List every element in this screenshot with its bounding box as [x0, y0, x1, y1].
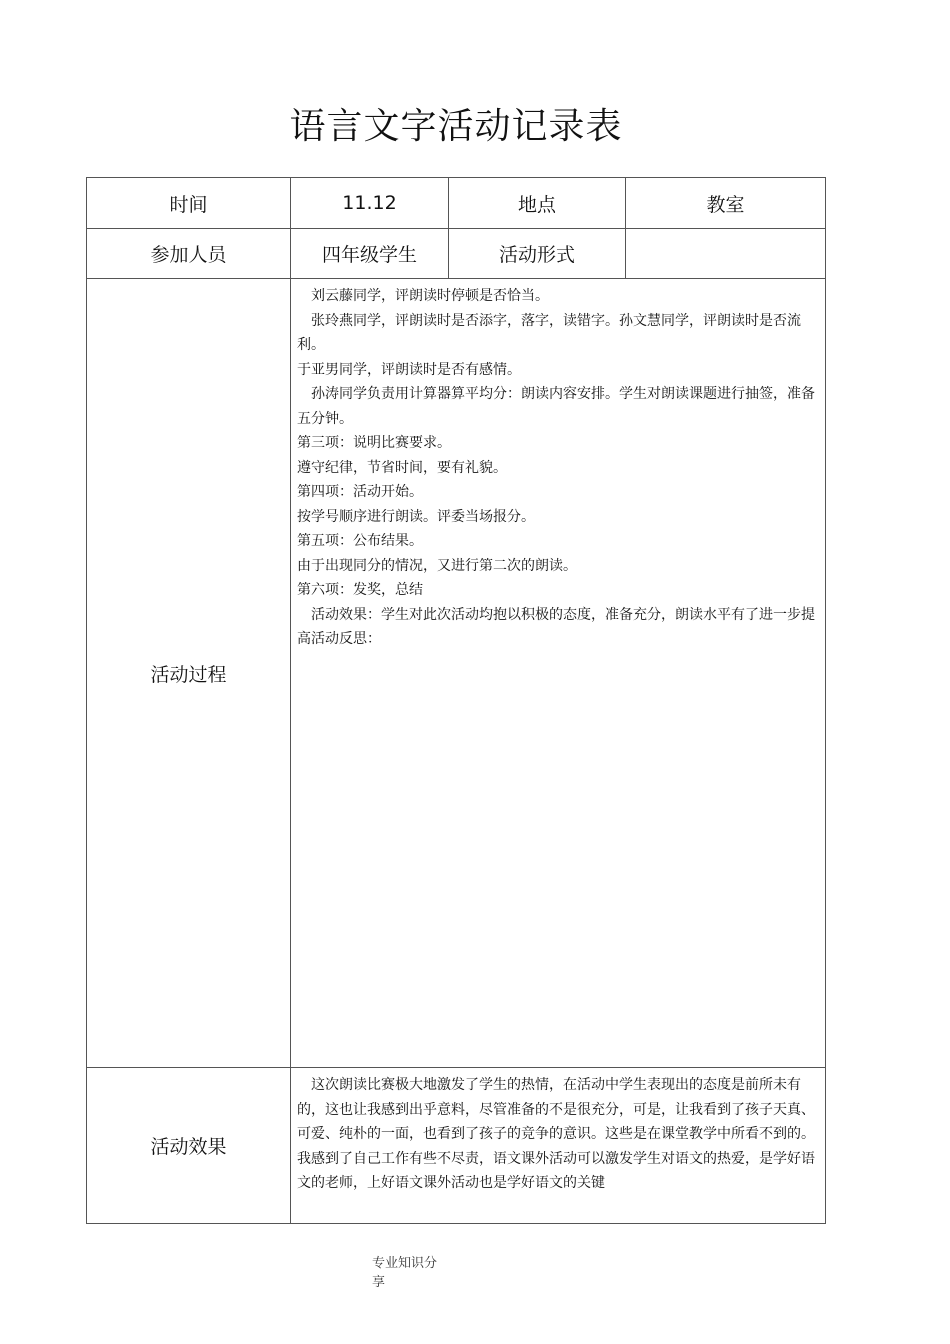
- activity-record-table: [86, 177, 826, 1224]
- process-line: 遵守纪律，节省时间，要有礼貌。: [297, 459, 507, 476]
- process-line: 于亚男同学，评朗读时是否有感情。: [297, 361, 521, 378]
- activity-form-label: 活动形式: [449, 229, 626, 279]
- process-line: 第六项：发奖，总结: [297, 582, 423, 598]
- table-row: [87, 178, 826, 229]
- process-label: 活动过程: [87, 279, 291, 1068]
- footer-text: 专业知识分享: [372, 1256, 438, 1290]
- process-line: 第四项：活动开始。: [297, 484, 423, 500]
- effect-text: 这次朗读比赛极大地激发了学生的热情，在活动中学生表现出的态度是前所未有的，这也让我感到出乎意料，尽管准备的不是很充分，可是，让我看到了孩子天真、可爱、纯朴的一面，也看到了孩子的竞争的意识。这些是在课堂教学中所看不到的。我感到了自己工作有些不尽责，语文课外活动可以激发学生对语文的热爱，是学好语文的老师，上好语文课外活动也是学好语文的关键: [297, 1077, 815, 1191]
- process-content: [291, 279, 826, 1068]
- process-line: 活动效果：学生对此次活动均抱以积极的态度，准备充分，朗读水平有了进一步提高活动反思：: [297, 606, 815, 647]
- effect-label: 活动效果: [87, 1068, 291, 1224]
- participants-value: 四年级学生: [291, 229, 449, 279]
- process-line: 孙涛同学负责用计算器算平均分：朗读内容安排。学生对朗读课题进行抽签，准备五分钟。: [297, 386, 815, 427]
- table-row: [87, 279, 826, 1068]
- time-label: 时间: [87, 178, 291, 229]
- table-row: [87, 1068, 826, 1224]
- table-row: [87, 229, 826, 279]
- participants-label: 参加人员: [87, 229, 291, 279]
- effect-content: [291, 1068, 826, 1224]
- page-title: 语言文字活动记录表: [289, 106, 623, 147]
- process-line: 按学号顺序进行朗读。评委当场报分。: [297, 508, 535, 525]
- process-line: 由于出现同分的情况，又进行第二次的朗读。: [297, 557, 577, 574]
- activity-form-value: [626, 229, 826, 279]
- process-line: 刘云藤同学，评朗读时停顿是否恰当。: [297, 288, 549, 304]
- location-label: 地点: [449, 178, 626, 229]
- process-line: 张玲燕同学，评朗读时是否添字，落字，读错字。孙文慧同学，评朗读时是否流利。: [297, 312, 801, 353]
- process-line: 第五项：公布结果。: [297, 533, 423, 549]
- time-value: 11.12: [291, 178, 449, 229]
- location-value: 教室: [626, 178, 826, 229]
- process-line: 第三项：说明比赛要求。: [297, 435, 451, 451]
